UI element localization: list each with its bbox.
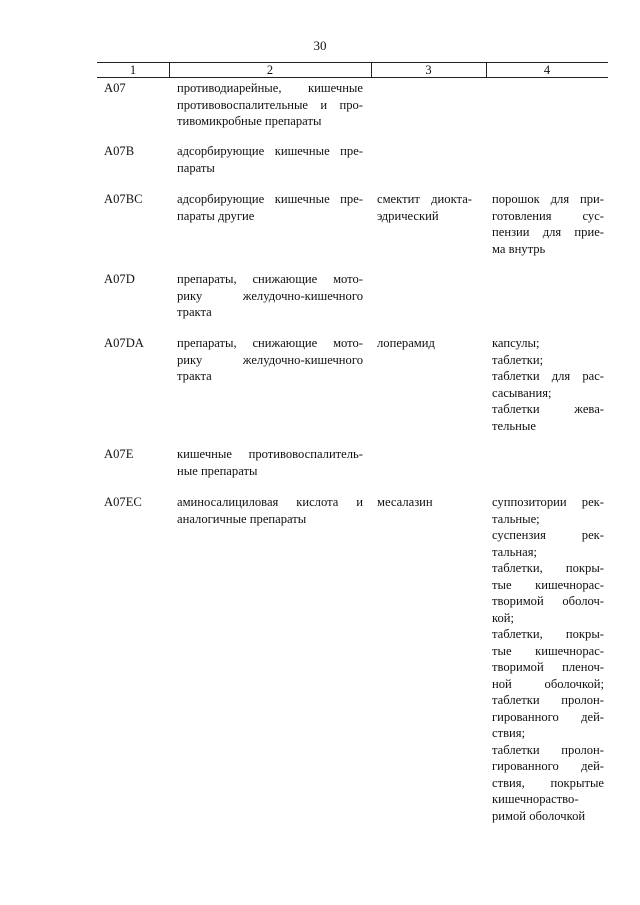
dosage-forms-line: гированного дей- bbox=[492, 759, 604, 773]
drug-name bbox=[377, 191, 472, 224]
atc-code bbox=[104, 80, 166, 97]
drug-name bbox=[377, 335, 472, 352]
group-name-line: параты другие bbox=[177, 208, 255, 223]
dosage-forms-line: таблетки, покры- bbox=[492, 561, 604, 575]
group-name bbox=[177, 335, 363, 385]
dosage-forms-line: ствия, покрытые bbox=[492, 775, 604, 790]
header-col-2: 2 bbox=[266, 63, 274, 77]
dosage-forms-line: таблетки пролон- bbox=[492, 693, 604, 707]
atc-code-text: A07BC bbox=[104, 192, 143, 206]
dosage-forms-line: капсулы; bbox=[492, 336, 540, 350]
page-number: 30 bbox=[313, 38, 327, 53]
dosage-forms-line: тальная; bbox=[492, 544, 538, 559]
drug-name-line: смектит диокта- bbox=[377, 192, 472, 206]
dosage-forms-line: ствия; bbox=[492, 726, 526, 740]
group-name-line: параты bbox=[177, 160, 215, 175]
dosage-forms-line: таблетки пролон- bbox=[492, 742, 604, 757]
group-name-line: ные препараты bbox=[177, 463, 258, 478]
header-divider bbox=[169, 63, 170, 77]
group-name-line: аминосалициловая кислота и bbox=[177, 495, 363, 509]
atc-code bbox=[104, 335, 166, 352]
dosage-forms-line: суспензия рек- bbox=[492, 528, 604, 542]
dosage-forms-line: готовления сус- bbox=[492, 208, 604, 223]
group-name-line: тивомикробные препараты bbox=[177, 114, 322, 128]
dosage-forms bbox=[492, 335, 604, 434]
dosage-forms-line: ма внутрь bbox=[492, 241, 546, 256]
atc-code bbox=[104, 271, 166, 288]
dosage-forms-line: пензии для прие- bbox=[492, 225, 604, 239]
dosage-forms bbox=[492, 494, 604, 824]
header-divider bbox=[486, 63, 487, 77]
dosage-forms-line: порошок для при- bbox=[492, 192, 604, 206]
drug-name bbox=[377, 494, 472, 511]
dosage-forms-line: суппозитории рек- bbox=[492, 495, 604, 509]
header-divider bbox=[371, 63, 372, 77]
atc-code-text: A07 bbox=[104, 81, 126, 95]
atc-code-text: A07E bbox=[104, 447, 134, 461]
table-header bbox=[97, 62, 608, 78]
dosage-forms-line: творимой оболоч- bbox=[492, 594, 604, 608]
dosage-forms-line: кой; bbox=[492, 610, 515, 625]
group-name-line: препараты, снижающие мото- bbox=[177, 336, 363, 350]
group-name-line: рику желудочно-кишечного bbox=[177, 352, 363, 367]
atc-code bbox=[104, 494, 166, 511]
group-name bbox=[177, 191, 363, 224]
group-name-line: препараты, снижающие мото- bbox=[177, 272, 363, 286]
drug-table bbox=[97, 62, 608, 823]
dosage-forms-line: творимой пленоч- bbox=[492, 660, 604, 674]
dosage-forms-line: таблетки, покры- bbox=[492, 627, 604, 641]
dosage-forms-line: тельные bbox=[492, 418, 536, 433]
group-name-line: рику желудочно-кишечного bbox=[177, 288, 363, 303]
header-col-4: 4 bbox=[543, 63, 551, 77]
atc-code bbox=[104, 446, 166, 463]
group-name-line: кишечные противовоспалитель- bbox=[177, 447, 363, 461]
header-col-1: 1 bbox=[129, 63, 137, 77]
group-name bbox=[177, 80, 363, 130]
dosage-forms-line: ной оболочкой; bbox=[492, 676, 604, 691]
group-name-line: тракта bbox=[177, 369, 212, 383]
drug-name-line: месалазин bbox=[377, 495, 433, 509]
dosage-forms-line: сасывания; bbox=[492, 385, 552, 400]
drug-name-line: эдрический bbox=[377, 208, 439, 223]
atc-code bbox=[104, 143, 166, 160]
group-name bbox=[177, 271, 363, 321]
atc-code-text: A07DA bbox=[104, 336, 144, 350]
dosage-forms-line: тые кишечнорас- bbox=[492, 577, 604, 592]
atc-code bbox=[104, 191, 166, 208]
group-name-line: тракта bbox=[177, 305, 212, 319]
dosage-forms-line: тальные; bbox=[492, 511, 540, 526]
group-name-line: аналогичные препараты bbox=[177, 511, 307, 526]
group-name-line: адсорбирующие кишечные пре- bbox=[177, 144, 363, 158]
group-name bbox=[177, 494, 363, 527]
dosage-forms-line: римой оболочкой bbox=[492, 808, 586, 823]
dosage-forms bbox=[492, 191, 604, 257]
atc-code-text: A07D bbox=[104, 272, 135, 286]
dosage-forms-line: таблетки для рас- bbox=[492, 369, 604, 383]
group-name-line: противодиарейные, кишечные bbox=[177, 81, 363, 95]
dosage-forms-line: гированного дей- bbox=[492, 709, 604, 724]
atc-code-text: A07B bbox=[104, 144, 135, 158]
drug-name-line: лоперамид bbox=[377, 336, 435, 350]
dosage-forms-line: тые кишечнорас- bbox=[492, 643, 604, 658]
header-col-3: 3 bbox=[425, 63, 432, 77]
dosage-forms-line: кишечнораство- bbox=[492, 792, 579, 806]
group-name bbox=[177, 143, 363, 176]
group-name-line: противовоспалительные и про- bbox=[177, 97, 363, 112]
group-name-line: адсорбирующие кишечные пре- bbox=[177, 192, 363, 206]
dosage-forms-line: таблетки; bbox=[492, 352, 544, 367]
group-name bbox=[177, 446, 363, 479]
atc-code-text: A07EC bbox=[104, 495, 142, 509]
dosage-forms-line: таблетки жева- bbox=[492, 402, 604, 416]
